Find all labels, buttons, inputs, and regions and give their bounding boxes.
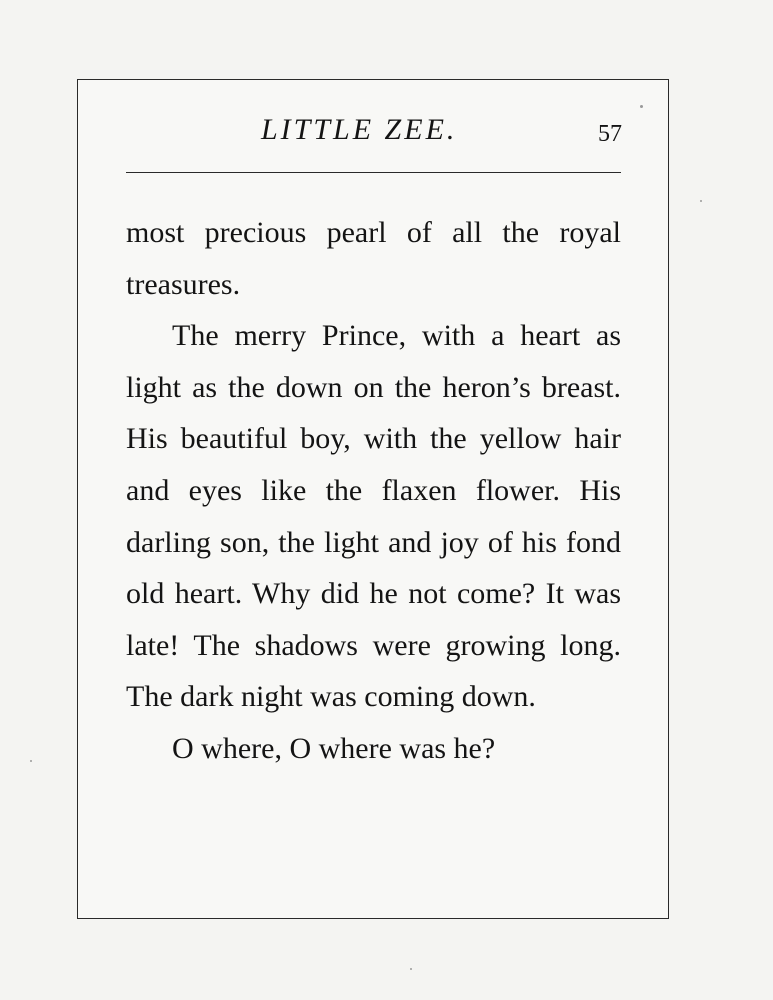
paragraph-3: O where, O where was he? bbox=[172, 731, 496, 765]
paragraph-1: most precious pearl of all the royal treasures. bbox=[126, 216, 621, 301]
page-border bbox=[77, 79, 669, 919]
running-title: LITTLE ZEE. bbox=[261, 113, 458, 146]
paragraph-2: The merry Prince, with a heart as light as the down on the heron’s breast. His beautiful boy, with the yellow hair and eyes like the flaxen flower. His darling son, the light and joy of his fond old heart. Why did he not come? It was late! The shadows were growing long. The dark night was coming down. bbox=[126, 319, 621, 714]
body-text bbox=[126, 207, 621, 775]
paper-speck bbox=[30, 760, 32, 762]
header-rule bbox=[126, 172, 621, 173]
paper-speck bbox=[410, 968, 412, 970]
paper-speck bbox=[700, 200, 702, 202]
paper-speck bbox=[640, 105, 643, 108]
running-head bbox=[78, 110, 668, 150]
page-number: 57 bbox=[598, 121, 622, 147]
